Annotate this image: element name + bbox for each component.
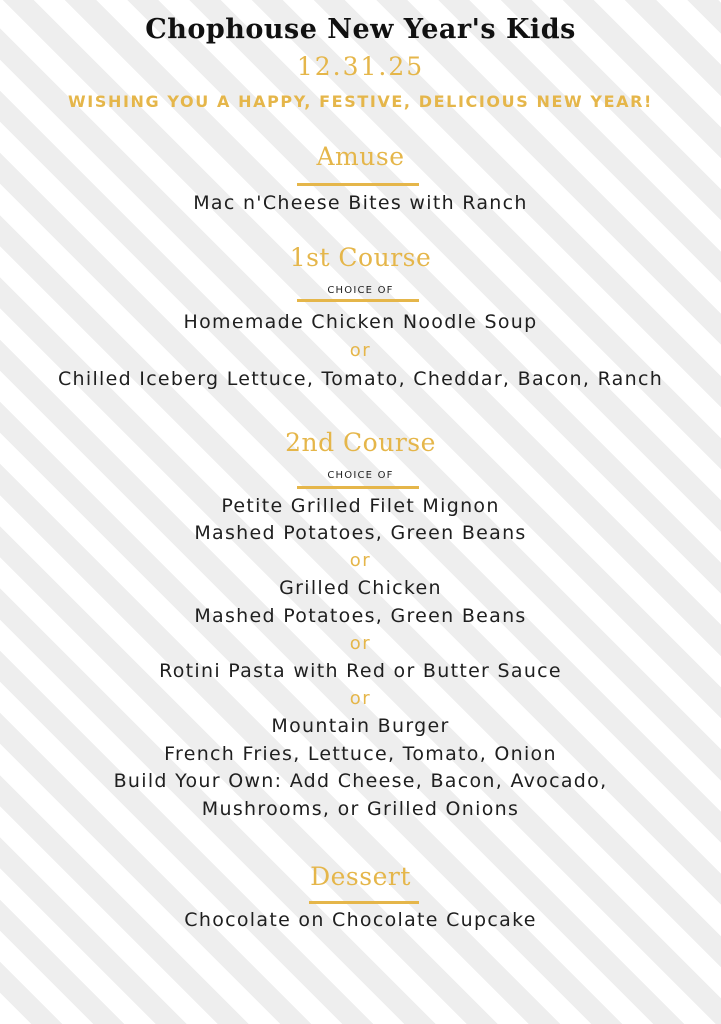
course2-option-3: Rotini Pasta with Red or Butter Sauce (159, 660, 562, 682)
course1-option-2: Chilled Iceberg Lettuce, Tomato, Cheddar, Bacon, Ranch (57, 368, 664, 390)
course2-option-2-sides: Mashed Potatoes, Green Beans (194, 605, 527, 627)
menu-tagline: WISHING YOU A HAPPY, FESTIVE, DELICIOUS NEW YEAR! (68, 92, 653, 111)
course1-heading: 1st Course (289, 243, 432, 272)
amuse-item: Mac n'Cheese Bites with Ranch (193, 192, 528, 214)
course2-option-4-addons-cont: Mushrooms, or Grilled Onions (201, 798, 520, 820)
course2-divider (297, 486, 419, 489)
dessert-heading: Dessert (310, 862, 411, 891)
course1-choice-label: CHOICE OF (327, 285, 394, 296)
course2-or-1: or (349, 550, 372, 571)
course2-option-2-name: Grilled Chicken (279, 577, 442, 599)
course2-or-3: or (349, 688, 372, 709)
course2-or-2: or (349, 633, 372, 654)
amuse-heading: Amuse (316, 142, 405, 171)
course2-option-1-name: Petite Grilled Filet Mignon (221, 495, 500, 517)
course1-divider (297, 299, 419, 302)
dessert-item: Chocolate on Chocolate Cupcake (184, 909, 537, 931)
amuse-divider (297, 183, 419, 186)
course2-heading: 2nd Course (285, 428, 436, 457)
course1-or: or (349, 340, 372, 361)
course2-option-4-addons: Build Your Own: Add Cheese, Bacon, Avocado, (113, 770, 608, 792)
course2-option-4-name: Mountain Burger (271, 715, 450, 737)
dessert-divider (309, 901, 419, 904)
course2-option-4-sides: French Fries, Lettuce, Tomato, Onion (164, 743, 557, 765)
course2-choice-label: CHOICE OF (327, 470, 394, 481)
menu-date: 12.31.25 (296, 52, 425, 81)
course1-option-1: Homemade Chicken Noodle Soup (183, 311, 538, 333)
course2-option-1-sides: Mashed Potatoes, Green Beans (194, 522, 527, 544)
menu-title: Chophouse New Year's Kids (145, 14, 576, 45)
